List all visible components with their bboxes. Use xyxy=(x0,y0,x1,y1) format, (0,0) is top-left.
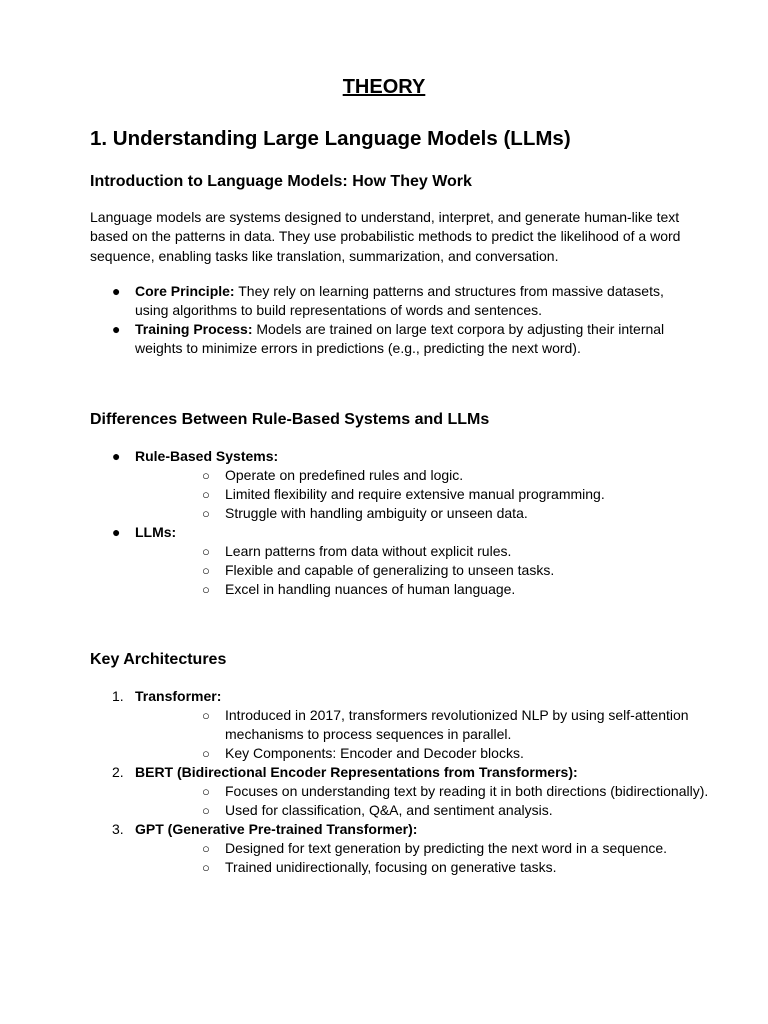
sub-list xyxy=(135,466,690,523)
bullet-label: Training Process: xyxy=(135,321,253,337)
sub-list-item xyxy=(135,744,710,763)
hollow-bullet-icon: ○ xyxy=(202,487,210,502)
sub-item-text: Struggle with handling ambiguity or unseen data. xyxy=(225,505,528,521)
hollow-bullet-icon: ○ xyxy=(202,841,210,856)
document-title: THEORY xyxy=(342,76,426,98)
hollow-bullet-icon: ○ xyxy=(202,468,210,483)
bullet-icon: ● xyxy=(112,448,121,464)
sub-item-text: Excel in handling nuances of human language. xyxy=(225,581,516,597)
sub-list-item xyxy=(135,782,710,801)
list-item xyxy=(90,763,710,820)
list-item xyxy=(90,447,690,523)
item-label: LLMs: xyxy=(135,524,177,540)
hollow-bullet-icon: ○ xyxy=(202,563,210,578)
sub-list-item xyxy=(135,504,690,523)
architectures-heading: Key Architectures xyxy=(90,651,227,668)
sub-item-text: Flexible and capable of generalizing to unseen tasks. xyxy=(225,562,555,578)
sub-item-text: Focuses on understanding text by reading it in both directions (bidirectionally). xyxy=(225,783,709,799)
item-label: Transformer: xyxy=(135,688,222,704)
sub-list xyxy=(135,706,710,763)
list-item xyxy=(90,523,690,599)
bullet-icon: ● xyxy=(112,524,121,540)
hollow-bullet-icon: ○ xyxy=(202,784,210,799)
hollow-bullet-icon: ○ xyxy=(202,708,210,723)
list-item xyxy=(90,320,690,358)
architectures-list xyxy=(90,687,710,877)
hollow-bullet-icon: ○ xyxy=(202,544,210,559)
sub-item-text: Trained unidirectionally, focusing on generative tasks. xyxy=(225,859,557,875)
sub-list xyxy=(135,782,710,820)
differences-list xyxy=(90,447,690,599)
bullet-text: They rely on learning patterns and structures from massive datasets, using algorithms to build representations of words and sentences. xyxy=(135,283,664,318)
sub-item-text: Used for classification, Q&A, and sentiment analysis. xyxy=(225,802,553,818)
intro-bullet-list xyxy=(90,282,690,358)
sub-list xyxy=(135,839,710,877)
sub-item-text: Key Components: Encoder and Decoder blocks. xyxy=(225,745,524,761)
bullet-icon: ● xyxy=(112,283,121,299)
hollow-bullet-icon: ○ xyxy=(202,803,210,818)
list-item xyxy=(90,820,710,877)
sub-item-text: Limited flexibility and require extensive manual programming. xyxy=(225,486,605,502)
sub-list xyxy=(135,542,690,599)
item-number: 1. xyxy=(112,688,124,704)
bullet-text: Models are trained on large text corpora by adjusting their internal weights to minimize errors in predictions (e.g., predicting the next word). xyxy=(135,321,665,356)
section-heading: 1. Understanding Large Language Models (LLMs) xyxy=(90,127,571,150)
sub-list-item xyxy=(135,561,690,580)
hollow-bullet-icon: ○ xyxy=(202,506,210,521)
sub-list-item xyxy=(135,485,690,504)
hollow-bullet-icon: ○ xyxy=(202,860,210,875)
sub-item-text: Introduced in 2017, transformers revolutionized NLP by using self-attention mechanisms to process sequences in parallel. xyxy=(225,707,689,742)
hollow-bullet-icon: ○ xyxy=(202,746,210,761)
intro-heading: Introduction to Language Models: How They Work xyxy=(90,173,472,190)
sub-list-item xyxy=(135,580,690,599)
sub-list-item xyxy=(135,706,710,744)
differences-heading: Differences Between Rule-Based Systems and LLMs xyxy=(90,411,490,428)
item-number: 2. xyxy=(112,764,124,780)
sub-list-item xyxy=(135,858,710,877)
item-label: BERT (Bidirectional Encoder Representations from Transformers): xyxy=(135,764,578,780)
bullet-label: Core Principle: xyxy=(135,283,235,299)
sub-list-item xyxy=(135,466,690,485)
list-item xyxy=(90,282,690,320)
intro-paragraph: Language models are systems designed to understand, interpret, and generate human-like text based on the patterns in data. They use probabilistic methods to predict the likelihood of a word sequence, enabling tasks like translation, summarization, and conversation. xyxy=(90,209,681,264)
hollow-bullet-icon: ○ xyxy=(202,582,210,597)
sub-item-text: Operate on predefined rules and logic. xyxy=(225,467,464,483)
item-label: GPT (Generative Pre-trained Transformer): xyxy=(135,821,418,837)
list-item xyxy=(90,687,710,763)
sub-list-item xyxy=(135,542,690,561)
sub-list-item xyxy=(135,801,710,820)
sub-item-text: Designed for text generation by predicting the next word in a sequence. xyxy=(225,840,668,856)
item-number: 3. xyxy=(112,821,124,837)
item-label: Rule-Based Systems: xyxy=(135,448,279,464)
sub-list-item xyxy=(135,839,710,858)
bullet-icon: ● xyxy=(112,321,121,337)
sub-item-text: Learn patterns from data without explicit rules. xyxy=(225,543,512,559)
